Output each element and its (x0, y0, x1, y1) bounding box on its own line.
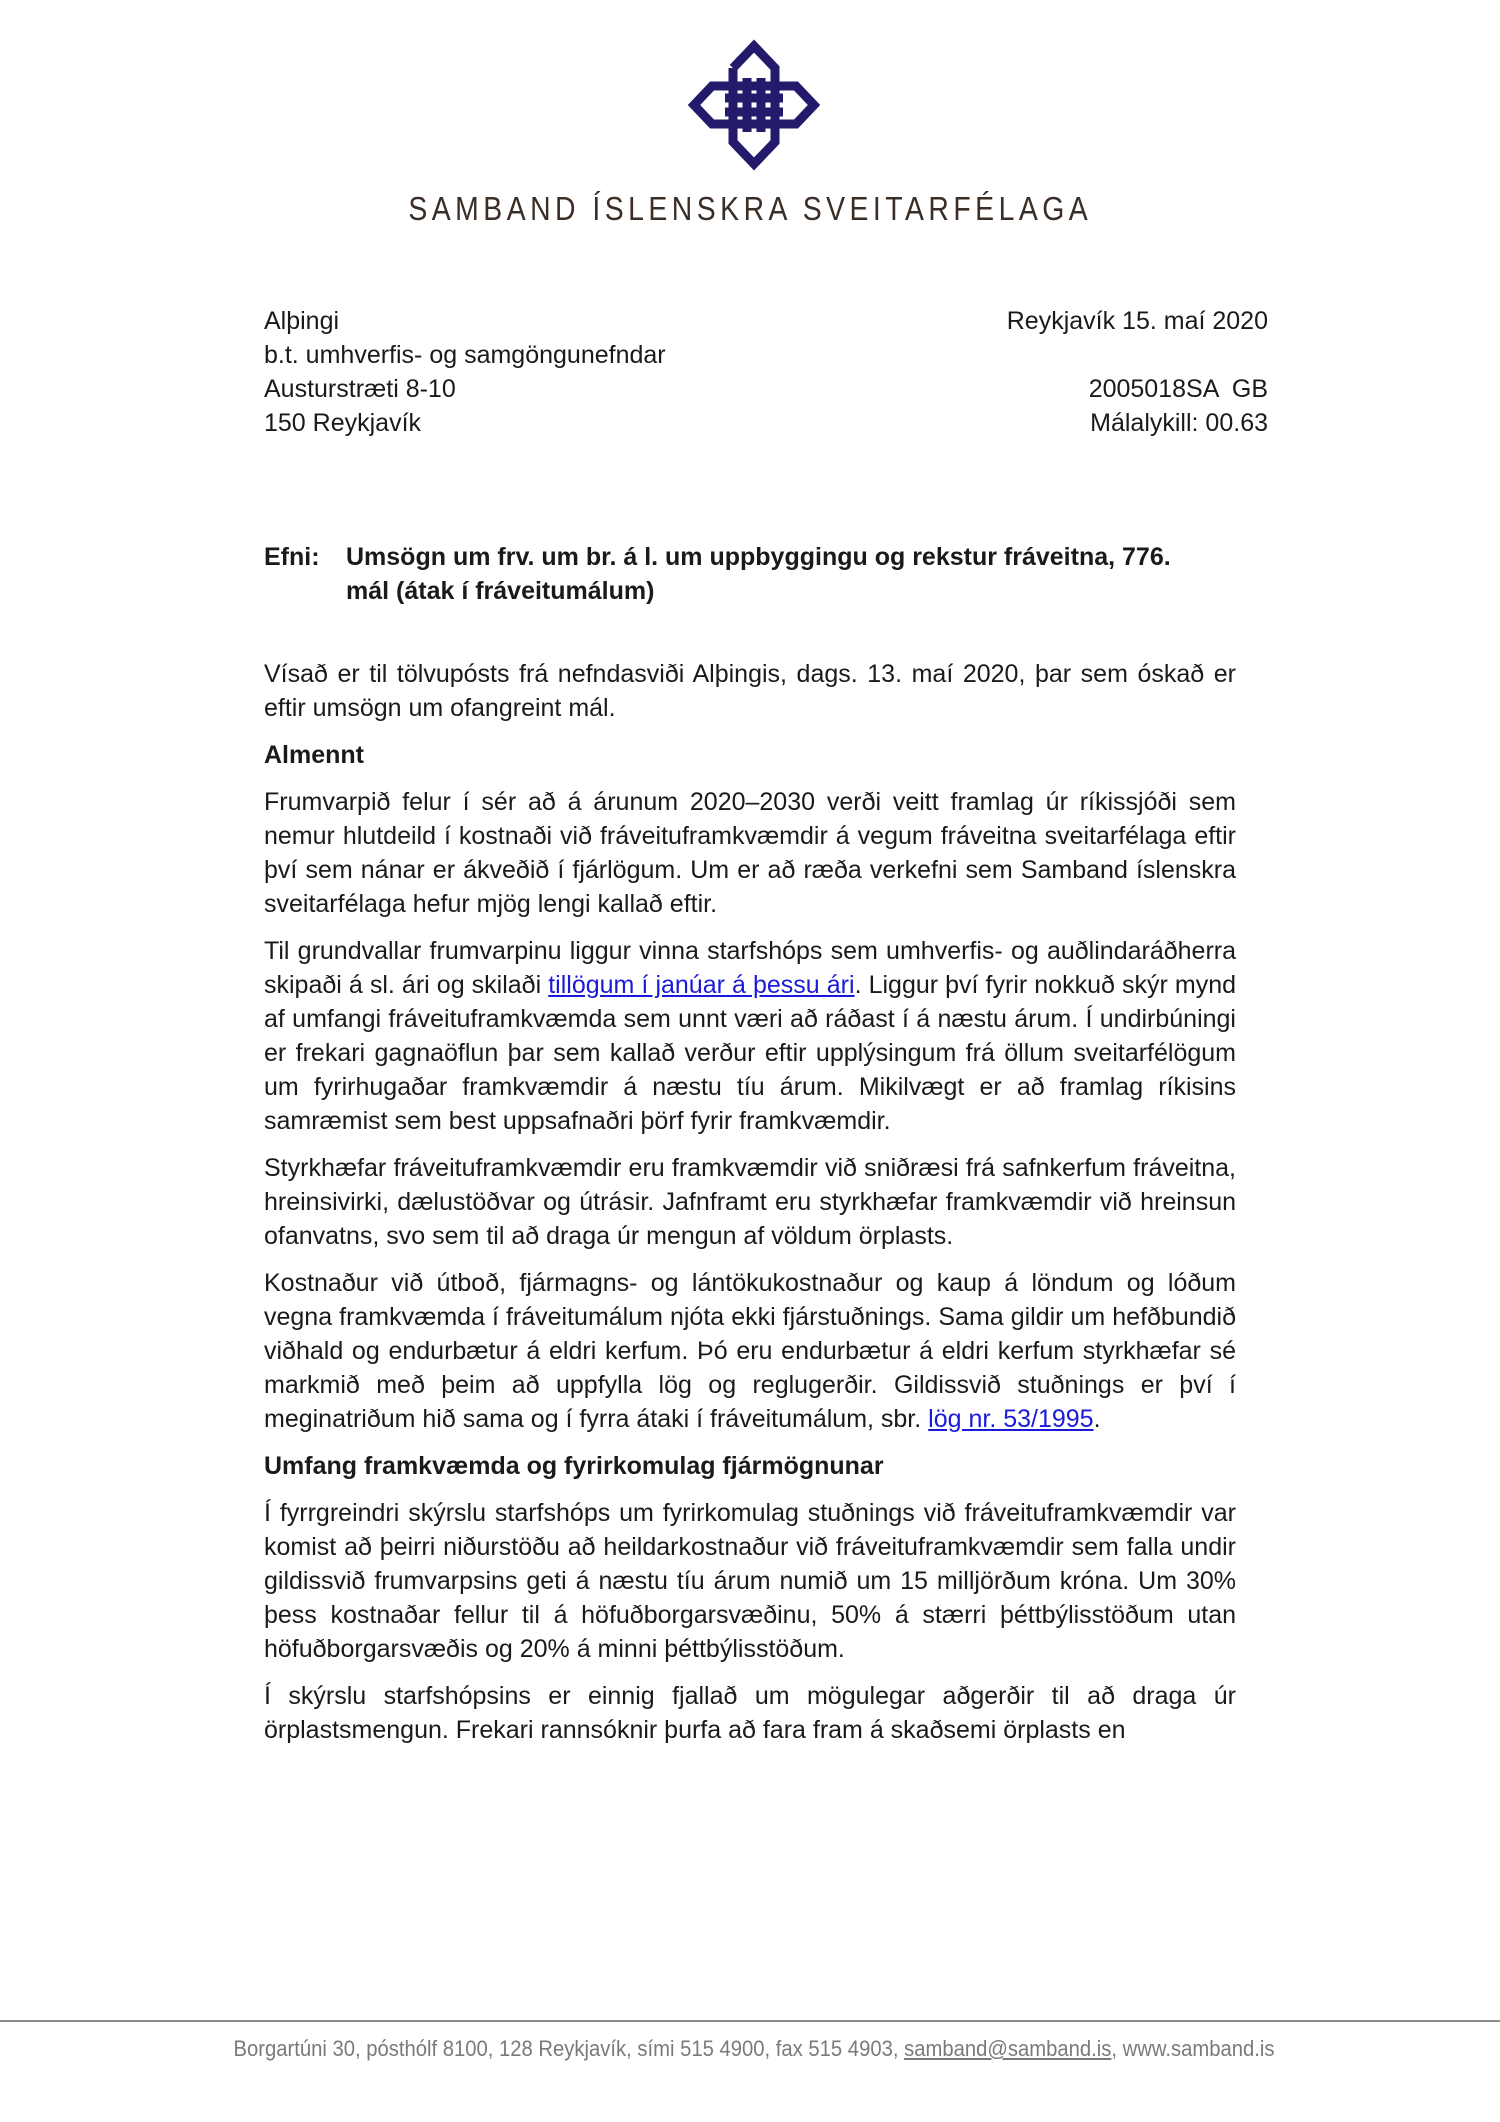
paragraph-text: Kostnaður við útboð, fjármagns- og lántökukostnaður og kaup á löndum og lóðum vegna framkvæmda í fráveitumálum njóta ekki fjárstuðnings. Sama gildir um hefðbundið viðhald og endurbætur á eldri kerfum. Þó eru endurbætur á eldri kerfum styrkhæfar sé markmið með þeim að uppfylla lög og reglugerðir. Gildissvið stuðnings er því í meginatriðum hið sama og í fyrra átaki í fráveitumálum, sbr. (264, 1269, 1236, 1433)
recipient-line: b.t. umhverfis- og samgöngunefndar (264, 341, 666, 369)
paragraph: Í skýrslu starfshópsins er einnig fjallað um mögulegar aðgerðir til að draga úr örplastsmengun. Frekari rannsóknir þurfa að fara fram á skaðsemi örplasts en (264, 1682, 1236, 1744)
knot-diamond-logo-icon (688, 38, 820, 172)
paragraph: Styrkhæfar fráveituframkvæmdir eru framkvæmdir við sniðræsi frá safnkerfum fráveitna, hreinsivirki, dælustöðvar og útrásir. Jafnframt eru styrkhæfar framkvæmdir við hreinsun ofanvatns, svo sem til að draga úr mengun af völdum örplasts. (264, 1154, 1236, 1250)
proposals-link[interactable]: tillögum í janúar á þessu ári (548, 971, 855, 999)
recipient-line: 150 Reykjavík (264, 409, 422, 437)
paragraph: Frumvarpið felur í sér að á árunum 2020–2030 verði veitt framlag úr ríkissjóði sem nemur hlutdeild í kostnaði við fráveituframkvæmdir á vegum fráveitna sveitarfélaga eftir því sem nánar er ákveðið í fjárlögum. Um er að ræða verkefni sem Samband íslenskra sveitarfélaga hefur mjög lengi kallað eftir. (264, 788, 1236, 918)
letter-body (264, 657, 1236, 1760)
subject-block (264, 540, 1244, 608)
paragraph-text: . Liggur því fyrir nokkuð skýr mynd af umfangi fráveituframkvæmda sem unnt væri að ráðast í á næstu árum. Í undirbúningi er frekari gagnaöflun þar sem kallað verður eftir upplýsingum frá öllum sveitarfélögum um fyrirhugaðar framkvæmdir á næstu tíu árum. Mikilvægt er að framlag ríkisins samræmist sem best uppsafnaðri þörf fyrir framkvæmdir. (264, 971, 1236, 1135)
subject-line: Umsögn um frv. um br. á l. um uppbyggingu og rekstur fráveitna, 776. (346, 543, 1171, 571)
footer-contact (64, 2036, 1444, 2062)
reference-number: 2005018SA GB (1088, 375, 1268, 403)
recipient-line: Alþingi (264, 307, 340, 335)
paragraph-text: . (1093, 1405, 1101, 1433)
paragraph-text: Til grundvallar frumvarpinu liggur vinna starfshóps sem umhverfis- og auðlindaráðherra skipaði á sl. ári og skilaði (264, 937, 1236, 999)
section-heading-general: Almennt (264, 741, 364, 769)
subject-label: Efni: (264, 543, 320, 571)
case-key: Málalykill: 00.63 (1090, 409, 1268, 437)
subject-line: mál (átak í fráveitumálum) (346, 577, 655, 605)
organization-name: SAMBAND ÍSLENSKRA SVEITARFÉLAGA (408, 190, 1093, 227)
recipient-line: Austurstræti 8-10 (264, 375, 456, 403)
paragraph: Í fyrrgreindri skýrslu starfshóps um fyrirkomulag stuðnings við fráveituframkvæmdir var komist að þeirri niðurstöðu að heildarkostnaður við fráveituframkvæmdir sem falla undir gildissvið frumvarpsins geti á næstu tíu árum numið um 15 milljörðum króna. Um 30% þess kostnaðar fellur til á höfuðborgarsvæðinu, 50% á stærri þéttbýlisstöðum utan höfuðborgarsvæðis og 20% á minni þéttbýlisstöðum. (264, 1499, 1236, 1663)
footer-email-link[interactable]: samband@samband.is (904, 2036, 1112, 2061)
recipient-address (264, 304, 666, 440)
paragraph (264, 1266, 1236, 1436)
intro-paragraph: Vísað er til tölvupósts frá nefndasviði Alþingis, dags. 13. maí 2020, þar sem óskað er eftir umsögn um ofangreint mál. (264, 660, 1236, 722)
section-heading-scope: Umfang framkvæmda og fyrirkomulag fjármögnunar (264, 1452, 884, 1480)
law-link[interactable]: lög nr. 53/1995 (928, 1405, 1094, 1433)
footer-divider (0, 2020, 1500, 2022)
footer-website: , www.samband.is (1111, 2036, 1275, 2061)
footer-address: Borgartúni 30, pósthólf 8100, 128 Reykjavík, sími 515 4900, fax 515 4903, (233, 2036, 905, 2061)
paragraph (264, 934, 1236, 1138)
letter-meta (1007, 304, 1268, 440)
letter-date: Reykjavík 15. maí 2020 (1006, 307, 1268, 335)
